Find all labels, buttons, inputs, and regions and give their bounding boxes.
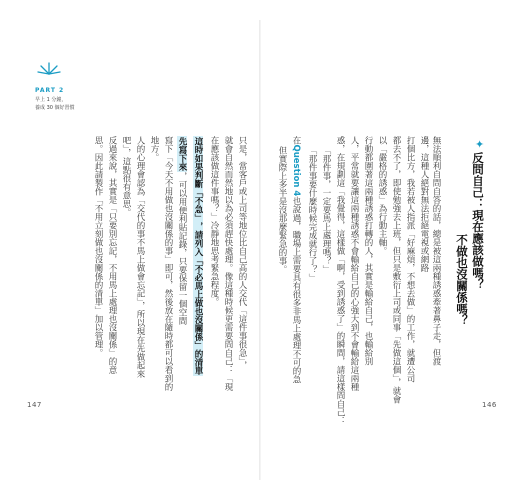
body-column: 打個比方，我若被人指派「好麻煩，不想去做」的工作，就遭公司 [405,136,415,383]
highlighted-sentence [192,136,203,376]
section-heading-line1: 反問自己：現在應該做嗎？ [471,152,485,290]
body-text: ，可以用便利貼記錄，只要保留一個空間 [177,172,187,325]
body-column: 吧」，這點很有意思。 [121,136,131,217]
body-column: 「那件事要什麼時候完成就行了？」 [307,146,317,282]
part-label: PART 2 [35,87,65,94]
part-subtitle-line1: 早上 1 分鐘， [35,97,67,103]
star-bullet-icon: ✦ [475,138,485,151]
body-column: 行動都圍著這兩種誘惑打轉的人，其實是輸給自己，也輸給別 [363,136,373,366]
body-column: 「那件事，一定要馬上處理嗎？」 [321,146,331,274]
page-number-left: 147 [27,401,42,409]
question-post: 也說過，職場上需要具有很多非馬上處理不可的急 [291,196,301,384]
page-number-right: 146 [482,401,497,409]
body-column: 以「嚴格的誘惑」為行動主軸。 [377,136,387,255]
body-column: 人，平常就要讓這兩種誘惑不會輸給自己的心強大到不會輸給這兩種 [349,136,359,391]
body-column: 邊，這種人絕對無法拒絕電視或網路 [419,136,429,272]
body-column: 寫下「今天不用做也沒關係的事」即可，然後放在隨時都可以看到的 [163,136,173,391]
body-column: 人的心理會認為「交代的事不馬上做會忘記」，所以現在先做起來 [135,136,145,379]
body-column: 無法順利自問自答的話，總是被這兩種誘惑牽著鼻子走，但渡 [431,136,441,366]
question-reference-line [290,136,301,383]
body-column-with-highlight [176,136,187,325]
page-gutter [259,20,261,480]
body-column: 就會自然而然地以為必須趕快處理。像這種時候更需要問自己：「現 [223,136,233,391]
body-column: 只是，當客戶或上司等地位比自己高的人交代「這件事很急」， [237,136,247,370]
body-column: 在應該做這件事嗎？」冷靜地思考緊急程度。 [209,136,219,306]
question-pre: 在 [291,136,301,145]
highlight-text-1: 這時如果判斷「不急」，請列入「不必馬上做也沒關係」的清單 [193,137,203,375]
question-label: Question 4 [291,144,301,197]
highlight-text-2: 先寫下來 [177,137,187,171]
part-subtitle-line2: 養成 30 個好習慣 [35,105,75,111]
body-column: 反過來說，其實是「只要別忘記，不用馬上處理也沒關係」的意 [107,136,117,374]
body-column: 思。因此請製作「不用立刻做也沒關係的清單」加以管理。 [93,136,103,357]
body-column: 但實際上多半是沒那麼緊急的事。 [277,146,287,274]
section-heading-line2: 不做也沒關係嗎？ [455,234,469,326]
body-column: 地方。 [149,136,159,162]
sparkle-burst-icon [36,61,62,75]
body-column: 惑，在規劃這「我覺得，這樣做「啊，受到誘惑了」的瞬間，請這樣問自己： [335,136,345,425]
body-column: 都去不了，即使勉強去上班，但只是敷衍上司或同事「先做這個」，就會 [391,136,401,404]
